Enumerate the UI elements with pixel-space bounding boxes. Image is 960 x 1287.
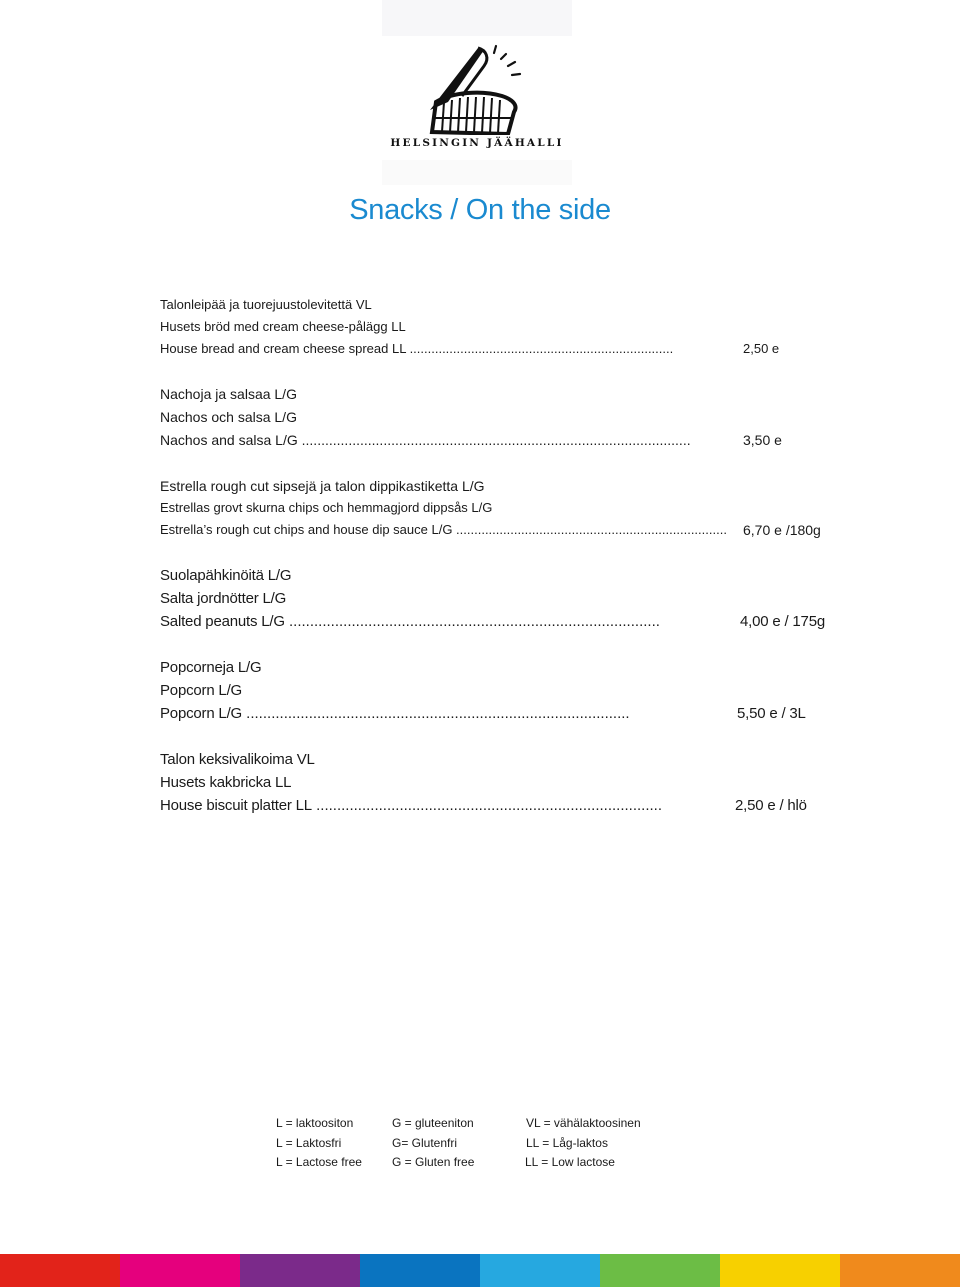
item-price: 3,50 e — [743, 432, 782, 448]
color-stripe-segment — [0, 1254, 120, 1287]
item-name-fi: Talon keksivalikoima VL — [160, 751, 315, 768]
item-name-en-row — [160, 610, 840, 633]
item-price: 4,00 e / 175g — [740, 613, 825, 630]
item-name-sv: Salta jordnötter L/G — [160, 590, 287, 607]
legend-gluten: G = Gluten free — [392, 1155, 475, 1169]
menu-item — [160, 294, 840, 360]
legend-gluten: G = gluteeniton — [392, 1116, 474, 1130]
dot-leader: ............................................................................................ — [242, 705, 630, 722]
item-name-fi: Estrella rough cut sipsejä ja talon dippikastiketta L/G — [160, 478, 485, 494]
legend-lactose: L = laktoositon — [276, 1116, 354, 1130]
item-name-sv: Husets kakbricka LL — [160, 774, 292, 791]
item-name-en-row — [160, 794, 840, 817]
item-name-fi: Nachoja ja salsaa L/G — [160, 386, 297, 402]
item-name-en: Estrella’s rough cut chips and house dip sauce L/G — [160, 522, 453, 537]
item-name-sv: Nachos och salsa L/G — [160, 409, 297, 425]
allergen-legend — [276, 1114, 696, 1173]
legend-row-sv — [276, 1134, 696, 1154]
menu-list — [160, 294, 840, 840]
item-name-sv: Popcorn L/G — [160, 682, 243, 699]
item-name-fi: Suolapähkinöitä L/G — [160, 567, 292, 584]
item-name-fi: Talonleipää ja tuorejuustolevitettä VL — [160, 297, 372, 312]
logo — [382, 0, 572, 185]
legend-gluten: G= Glutenfri — [392, 1135, 458, 1150]
legend-low-lactose: VL = vähälaktoosinen — [526, 1116, 641, 1130]
item-name-en-row — [160, 519, 840, 541]
item-name-en: House bread and cream cheese spread LL — [160, 341, 406, 356]
item-name-en-row — [160, 702, 840, 725]
dot-leader: ......................................................................... — [405, 341, 674, 356]
menu-item — [160, 748, 840, 817]
item-name-en: Nachos and salsa L/G — [160, 432, 298, 448]
color-stripe-segment — [480, 1254, 600, 1287]
menu-item — [160, 564, 840, 633]
item-price: 2,50 e — [743, 341, 780, 356]
legend-lactose: L = Lactose free — [276, 1155, 362, 1169]
legend-low-lactose: LL = Low lactose — [525, 1155, 615, 1169]
color-stripe-footer — [0, 1254, 960, 1287]
item-name-sv: Estrellas grovt skurna chips och hemmagjord dippsås L/G — [160, 500, 493, 515]
menu-item — [160, 383, 840, 452]
menu-item — [160, 475, 840, 541]
color-stripe-segment — [120, 1254, 240, 1287]
item-name-en: House biscuit platter LL — [160, 797, 312, 814]
logo-text: HELSINGIN JÄÄHALLI — [390, 137, 564, 149]
dot-leader: ........................................................................... — [452, 522, 727, 537]
item-name-fi: Popcorneja L/G — [160, 659, 262, 676]
item-price: 5,50 e / 3L — [737, 705, 806, 722]
color-stripe-segment — [360, 1254, 480, 1287]
legend-row-en — [276, 1153, 696, 1173]
color-stripe-segment — [240, 1254, 360, 1287]
legend-lactose: L = Laktosfri — [276, 1135, 342, 1150]
legend-row-fi — [276, 1114, 696, 1134]
item-name-sv: Husets bröd med cream cheese-pålägg LL — [160, 319, 406, 334]
logo-background-bottom — [382, 160, 572, 185]
color-stripe-segment — [840, 1254, 960, 1287]
item-name-en: Salted peanuts L/G — [160, 613, 285, 630]
menu-item — [160, 656, 840, 725]
item-name-en-row — [160, 429, 840, 452]
item-price: 2,50 e / hlö — [735, 797, 807, 814]
item-price: 6,70 e /180g — [743, 522, 821, 538]
dot-leader: ................................................................................... — [311, 797, 663, 814]
dot-leader: ......................................................................................... — [284, 613, 660, 630]
item-name-en-row — [160, 338, 840, 360]
page-title: Snacks / On the side — [349, 194, 611, 226]
logo-background-top — [382, 0, 572, 36]
piano-hall-logo-icon — [422, 40, 532, 135]
color-stripe-segment — [600, 1254, 720, 1287]
item-name-en: Popcorn L/G — [160, 705, 243, 722]
legend-low-lactose: LL = Låg-laktos — [526, 1135, 608, 1150]
dot-leader: .................................................................................................... — [297, 432, 691, 448]
color-stripe-segment — [720, 1254, 840, 1287]
